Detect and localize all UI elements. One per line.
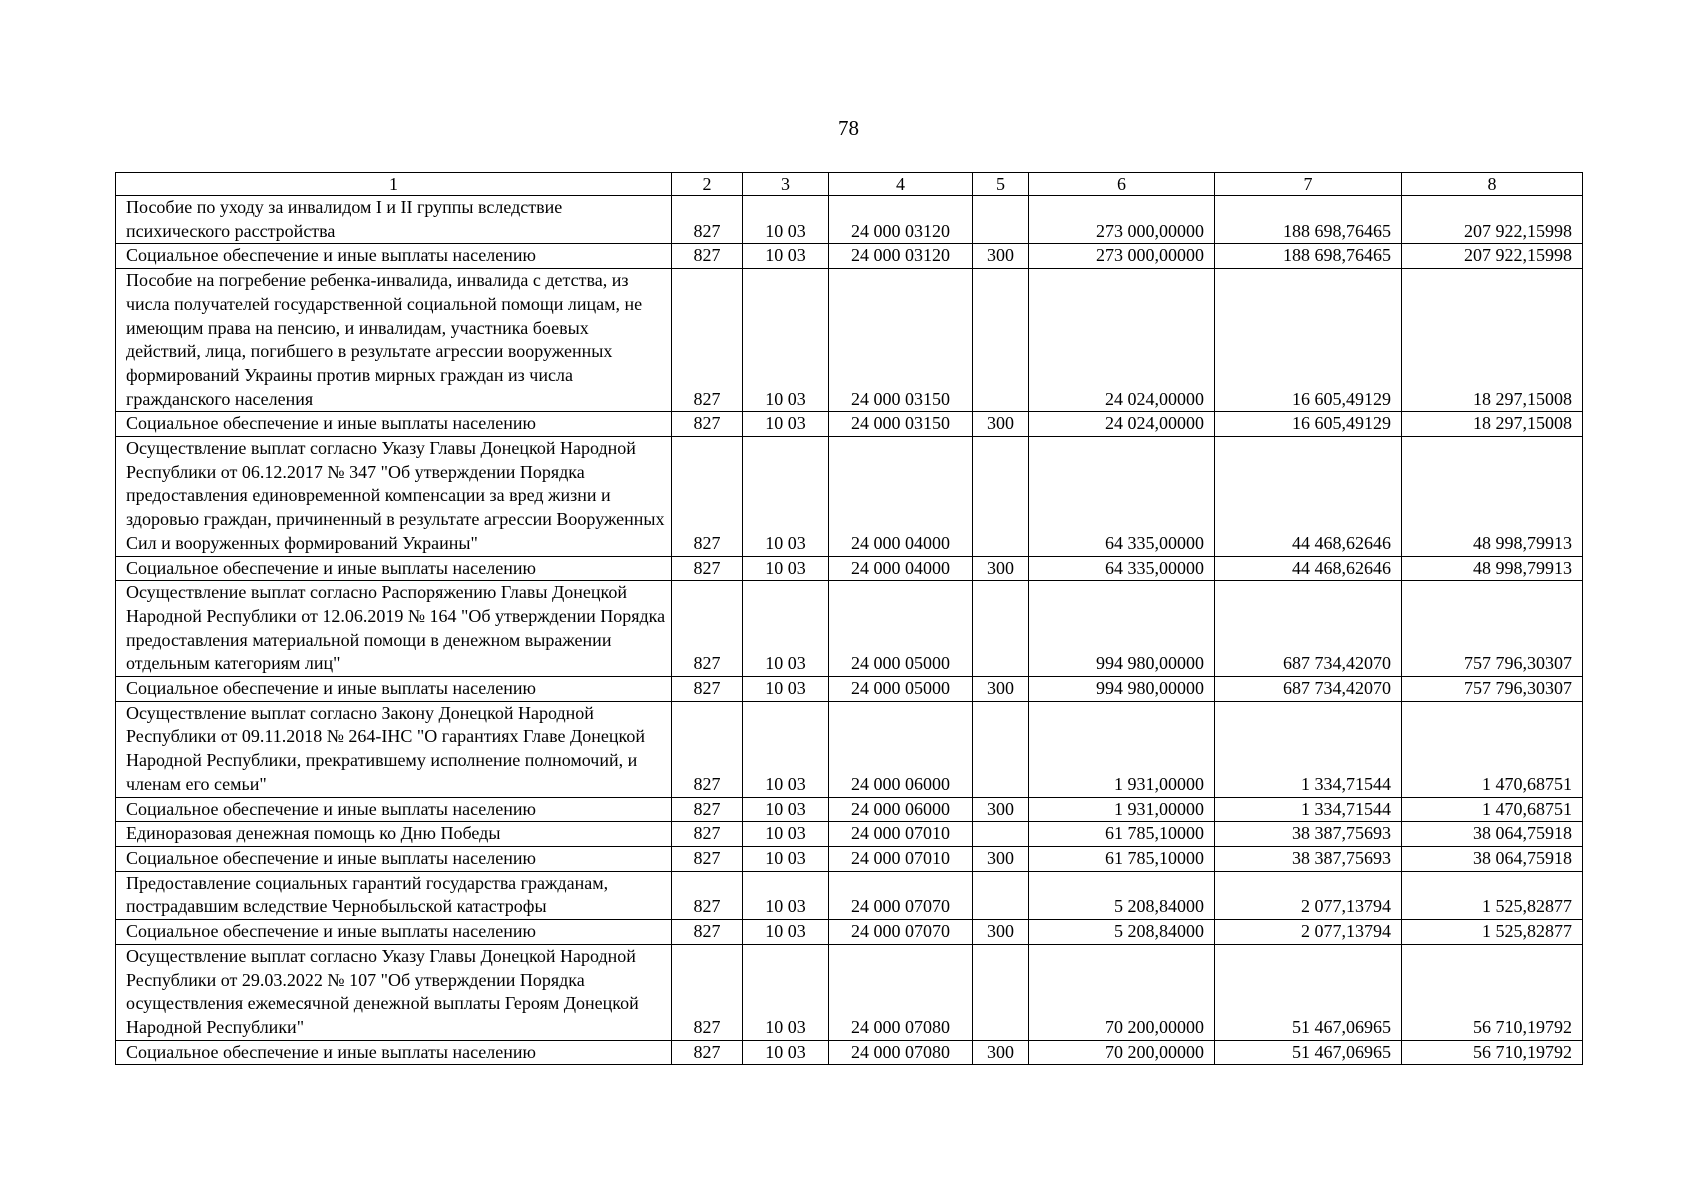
section-code-cell: 10 03	[743, 701, 829, 797]
amount-col6-cell: 24 024,00000	[1029, 412, 1215, 437]
amount-col8-cell: 56 710,19792	[1402, 944, 1583, 1040]
expense-type-cell	[973, 581, 1029, 677]
amount-col7-cell: 16 605,49129	[1215, 269, 1402, 412]
section-code-cell: 10 03	[743, 920, 829, 945]
section-code-cell: 10 03	[743, 822, 829, 847]
target-article-cell: 24 000 03150	[829, 412, 973, 437]
amount-col6-cell: 5 208,84000	[1029, 871, 1215, 919]
expense-type-cell: 300	[973, 1040, 1029, 1065]
expense-type-cell	[973, 822, 1029, 847]
table-row	[116, 797, 1583, 822]
chapter-code-cell: 827	[672, 822, 743, 847]
amount-col6-cell: 24 024,00000	[1029, 269, 1215, 412]
section-code-cell: 10 03	[743, 412, 829, 437]
amount-col7-cell: 38 387,75693	[1215, 846, 1402, 871]
expense-type-cell	[973, 269, 1029, 412]
table-row	[116, 701, 1583, 797]
section-code-cell: 10 03	[743, 244, 829, 269]
amount-col8-cell: 757 796,30307	[1402, 677, 1583, 702]
target-article-cell: 24 000 03120	[829, 244, 973, 269]
amount-col6-cell: 61 785,10000	[1029, 846, 1215, 871]
amount-col7-cell: 188 698,76465	[1215, 244, 1402, 269]
table-row	[116, 437, 1583, 557]
target-article-cell: 24 000 07080	[829, 1040, 973, 1065]
chapter-code-cell: 827	[672, 871, 743, 919]
table-row	[116, 846, 1583, 871]
amount-col7-cell: 44 468,62646	[1215, 437, 1402, 557]
chapter-code-cell: 827	[672, 196, 743, 244]
chapter-code-cell: 827	[672, 581, 743, 677]
row-name-cell: Социальное обеспечение и иные выплаты населению	[116, 677, 672, 702]
chapter-code-cell: 827	[672, 437, 743, 557]
table-row	[116, 581, 1583, 677]
section-code-cell: 10 03	[743, 944, 829, 1040]
amount-col6-cell: 273 000,00000	[1029, 244, 1215, 269]
section-code-cell: 10 03	[743, 581, 829, 677]
section-code-cell: 10 03	[743, 269, 829, 412]
amount-col7-cell: 2 077,13794	[1215, 871, 1402, 919]
target-article-cell: 24 000 03150	[829, 269, 973, 412]
section-code-cell: 10 03	[743, 846, 829, 871]
target-article-cell: 24 000 04000	[829, 556, 973, 581]
table-row	[116, 871, 1583, 919]
header-cell: 6	[1029, 173, 1215, 196]
amount-col7-cell: 1 334,71544	[1215, 797, 1402, 822]
table-row	[116, 1040, 1583, 1065]
chapter-code-cell: 827	[672, 944, 743, 1040]
amount-col8-cell: 757 796,30307	[1402, 581, 1583, 677]
amount-col7-cell: 1 334,71544	[1215, 701, 1402, 797]
section-code-cell: 10 03	[743, 677, 829, 702]
amount-col8-cell: 18 297,15008	[1402, 412, 1583, 437]
target-article-cell: 24 000 05000	[829, 581, 973, 677]
amount-col8-cell: 1 470,68751	[1402, 701, 1583, 797]
row-name-cell: Пособие по уходу за инвалидом I и II группы вследствие психического расстройства	[116, 196, 672, 244]
amount-col6-cell: 273 000,00000	[1029, 196, 1215, 244]
row-name-cell: Социальное обеспечение и иные выплаты населению	[116, 846, 672, 871]
header-cell: 8	[1402, 173, 1583, 196]
row-name-cell: Предоставление социальных гарантий государства гражданам, пострадавшим вследствие Чернобыльской катастрофы	[116, 871, 672, 919]
target-article-cell: 24 000 06000	[829, 797, 973, 822]
section-code-cell: 10 03	[743, 797, 829, 822]
table-row	[116, 822, 1583, 847]
header-cell: 3	[743, 173, 829, 196]
amount-col8-cell: 38 064,75918	[1402, 822, 1583, 847]
chapter-code-cell: 827	[672, 269, 743, 412]
amount-col8-cell: 48 998,79913	[1402, 437, 1583, 557]
amount-col8-cell: 48 998,79913	[1402, 556, 1583, 581]
row-name-cell: Социальное обеспечение и иные выплаты населению	[116, 920, 672, 945]
expense-type-cell	[973, 944, 1029, 1040]
amount-col6-cell: 64 335,00000	[1029, 556, 1215, 581]
amount-col8-cell: 18 297,15008	[1402, 269, 1583, 412]
amount-col6-cell: 994 980,00000	[1029, 677, 1215, 702]
row-name-cell: Осуществление выплат согласно Закону Донецкой Народной Республики от 09.11.2018 № 264-IНС "О гарантиях Главе Донецкой Народной Республики, прекратившему исполнение полномочий, и членам его семьи"	[116, 701, 672, 797]
amount-col8-cell: 56 710,19792	[1402, 1040, 1583, 1065]
expense-type-cell: 300	[973, 846, 1029, 871]
expense-type-cell: 300	[973, 556, 1029, 581]
section-code-cell: 10 03	[743, 437, 829, 557]
target-article-cell: 24 000 06000	[829, 701, 973, 797]
chapter-code-cell: 827	[672, 920, 743, 945]
amount-col7-cell: 51 467,06965	[1215, 944, 1402, 1040]
section-code-cell: 10 03	[743, 196, 829, 244]
table-row	[116, 944, 1583, 1040]
page-number: 78	[838, 116, 859, 140]
row-name-cell: Осуществление выплат согласно Указу Главы Донецкой Народной Республики от 29.03.2022 № 107 "Об утверждении Порядка осуществления ежемесячной денежной выплаты Героям Донецкой Народной Республики"	[116, 944, 672, 1040]
table-row	[116, 196, 1583, 244]
amount-col7-cell: 51 467,06965	[1215, 1040, 1402, 1065]
header-cell: 7	[1215, 173, 1402, 196]
amount-col7-cell: 16 605,49129	[1215, 412, 1402, 437]
amount-col7-cell: 687 734,42070	[1215, 581, 1402, 677]
target-article-cell: 24 000 07070	[829, 920, 973, 945]
amount-col8-cell: 1 525,82877	[1402, 871, 1583, 919]
target-article-cell: 24 000 05000	[829, 677, 973, 702]
row-name-cell: Пособие на погребение ребенка-инвалида, инвалида с детства, из числа получателей государственной социальной помощи лицам, не имеющим права на пенсию, и инвалидам, участника боевых действий, лица, погибшего в результате агрессии вооруженных формирований Украины против мирных граждан из числа гражданского населения	[116, 269, 672, 412]
chapter-code-cell: 827	[672, 1040, 743, 1065]
row-name-cell: Социальное обеспечение и иные выплаты населению	[116, 412, 672, 437]
table-row	[116, 556, 1583, 581]
row-name-cell: Социальное обеспечение и иные выплаты населению	[116, 244, 672, 269]
row-name-cell: Осуществление выплат согласно Указу Главы Донецкой Народной Республики от 06.12.2017 № 347 "Об утверждении Порядка предоставления единовременной компенсации за вред жизни и здоровью граждан, причиненный в результате агрессии Вооруженных Сил и вооруженных формирований Украины"	[116, 437, 672, 557]
amount-col7-cell: 2 077,13794	[1215, 920, 1402, 945]
target-article-cell: 24 000 04000	[829, 437, 973, 557]
amount-col8-cell: 38 064,75918	[1402, 846, 1583, 871]
amount-col8-cell: 207 922,15998	[1402, 244, 1583, 269]
row-name-cell: Осуществление выплат согласно Распоряжению Главы Донецкой Народной Республики от 12.06.2019 № 164 "Об утверждении Порядка предоставления материальной помощи в денежном выражении отдельным категориям лиц"	[116, 581, 672, 677]
amount-col6-cell: 70 200,00000	[1029, 1040, 1215, 1065]
row-name-cell: Социальное обеспечение и иные выплаты населению	[116, 1040, 672, 1065]
target-article-cell: 24 000 07010	[829, 822, 973, 847]
row-name-cell: Социальное обеспечение и иные выплаты населению	[116, 556, 672, 581]
header-cell: 1	[116, 173, 672, 196]
target-article-cell: 24 000 07010	[829, 846, 973, 871]
table-row	[116, 920, 1583, 945]
amount-col8-cell: 1 470,68751	[1402, 797, 1583, 822]
expense-type-cell	[973, 701, 1029, 797]
expense-type-cell: 300	[973, 244, 1029, 269]
expense-type-cell: 300	[973, 797, 1029, 822]
amount-col7-cell: 687 734,42070	[1215, 677, 1402, 702]
header-cell: 2	[672, 173, 743, 196]
expense-type-cell: 300	[973, 412, 1029, 437]
table-row	[116, 244, 1583, 269]
amount-col7-cell: 188 698,76465	[1215, 196, 1402, 244]
section-code-cell: 10 03	[743, 871, 829, 919]
amount-col6-cell: 1 931,00000	[1029, 797, 1215, 822]
chapter-code-cell: 827	[672, 701, 743, 797]
header-cell: 4	[829, 173, 973, 196]
chapter-code-cell: 827	[672, 412, 743, 437]
header-cell: 5	[973, 173, 1029, 196]
table-row	[116, 269, 1583, 412]
chapter-code-cell: 827	[672, 556, 743, 581]
chapter-code-cell: 827	[672, 677, 743, 702]
amount-col6-cell: 61 785,10000	[1029, 822, 1215, 847]
chapter-code-cell: 827	[672, 797, 743, 822]
target-article-cell: 24 000 03120	[829, 196, 973, 244]
row-name-cell: Единоразовая денежная помощь ко Дню Победы	[116, 822, 672, 847]
amount-col6-cell: 64 335,00000	[1029, 437, 1215, 557]
amount-col6-cell: 994 980,00000	[1029, 581, 1215, 677]
table-row	[116, 412, 1583, 437]
expense-type-cell: 300	[973, 677, 1029, 702]
expense-type-cell	[973, 871, 1029, 919]
target-article-cell: 24 000 07070	[829, 871, 973, 919]
target-article-cell: 24 000 07080	[829, 944, 973, 1040]
section-code-cell: 10 03	[743, 1040, 829, 1065]
amount-col6-cell: 5 208,84000	[1029, 920, 1215, 945]
amount-col6-cell: 70 200,00000	[1029, 944, 1215, 1040]
chapter-code-cell: 827	[672, 244, 743, 269]
expense-type-cell: 300	[973, 920, 1029, 945]
amount-col8-cell: 1 525,82877	[1402, 920, 1583, 945]
chapter-code-cell: 827	[672, 846, 743, 871]
header-row	[116, 173, 1583, 196]
expense-type-cell	[973, 437, 1029, 557]
amount-col6-cell: 1 931,00000	[1029, 701, 1215, 797]
budget-table	[115, 172, 1583, 1065]
row-name-cell: Социальное обеспечение и иные выплаты населению	[116, 797, 672, 822]
table-row	[116, 677, 1583, 702]
amount-col8-cell: 207 922,15998	[1402, 196, 1583, 244]
amount-col7-cell: 38 387,75693	[1215, 822, 1402, 847]
section-code-cell: 10 03	[743, 556, 829, 581]
expense-type-cell	[973, 196, 1029, 244]
amount-col7-cell: 44 468,62646	[1215, 556, 1402, 581]
